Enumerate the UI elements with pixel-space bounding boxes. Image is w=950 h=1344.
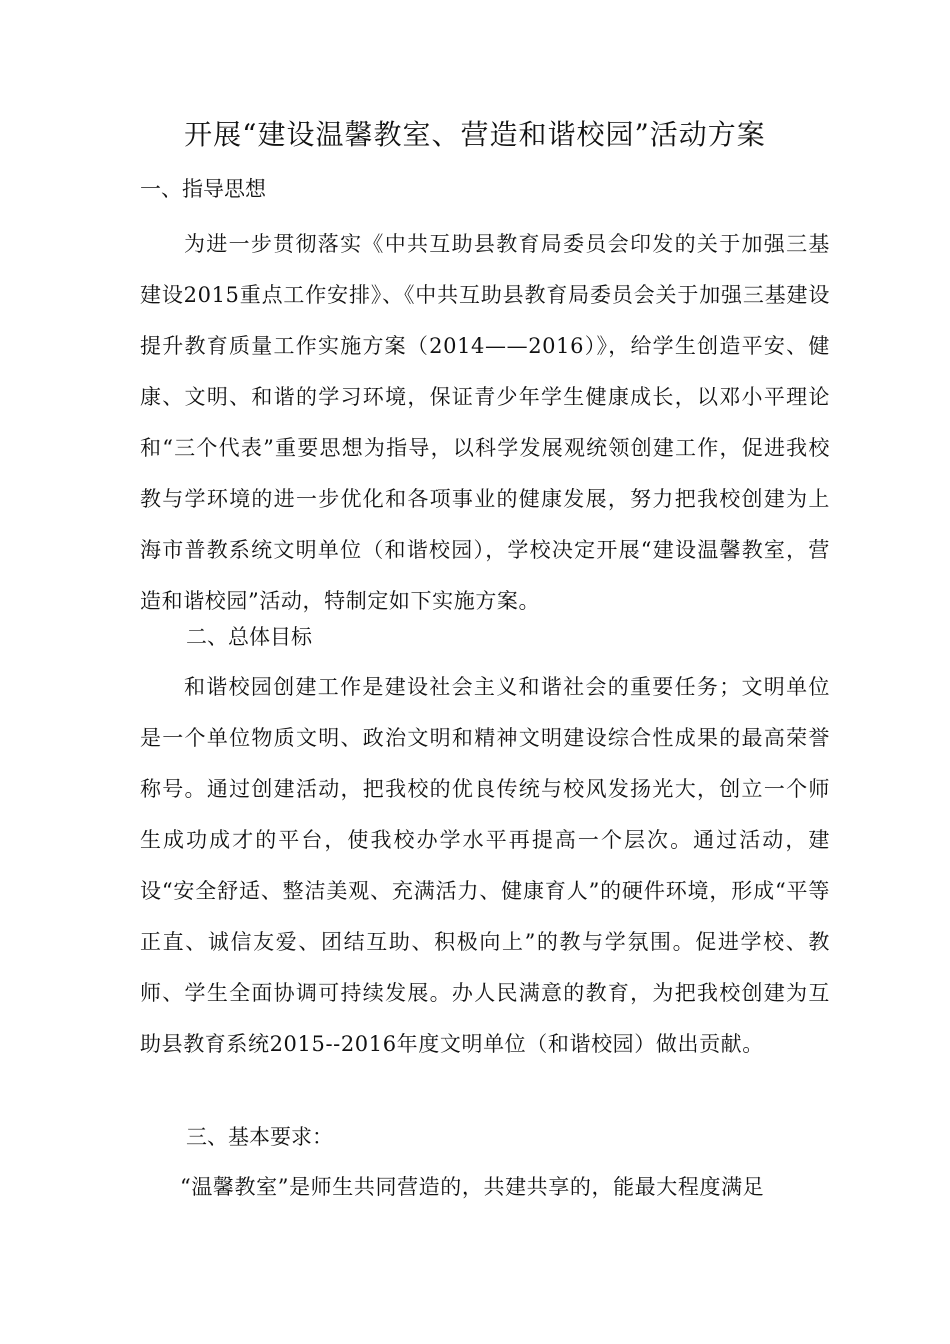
- section-heading-basic-requirements: 三、基本要求：: [186, 1125, 333, 1149]
- section-paragraph-guiding-ideology: 为进一步贯彻落实《中共互助县教育局委员会印发的关于加强三基建设2015重点工作安排》、《中共互助县教育局委员会关于加强三基建设提升教育质量工作实施方案（2014——2016）》，给学生创造平安、健康、文明、和谐的学习环境，保证青少年学生健康成长，以邓小平理论和“三个代表”重要思想为指导，以科学发展观统领创建工作，促进我校教与学环境的进一步优化和各项事业的健康发展，努力把我校创建为上海市普教系统文明单位（和谐校园），学校决定开展“建设温馨教室，营造和谐校园”活动，特制定如下实施方案。: [140, 232, 830, 613]
- section-heading-guiding-ideology: 一、指导思想: [140, 177, 266, 201]
- section-paragraph-basic-requirements: “温馨教室”是师生共同营造的，共建共享的，能最大程度满足: [180, 1175, 765, 1199]
- section-paragraph-overall-goal: 和谐校园创建工作是建设社会主义和谐社会的重要任务；文明单位是一个单位物质文明、政治文明和精神文明建设综合性成果的最高荣誉称号。通过创建活动，把我校的优良传统与校风发扬光大，创立一个师生成功成才的平台，使我校办学水平再提高一个层次。通过活动，建设“安全舒适、整洁美观、充满活力、健康育人”的硬件环境，形成“平等正直、诚信友爱、团结互助、积极向上”的教与学氛围。促进学校、教师、学生全面协调可持续发展。办人民满意的教育，为把我校创建为互助县教育系统2015--2016年度文明单位（和谐校园）做出贡献。: [140, 675, 830, 1056]
- document-title: 开展“建设温馨教室、营造和谐校园”活动方案: [184, 118, 766, 151]
- section-heading-overall-goal: 二、总体目标: [186, 625, 312, 649]
